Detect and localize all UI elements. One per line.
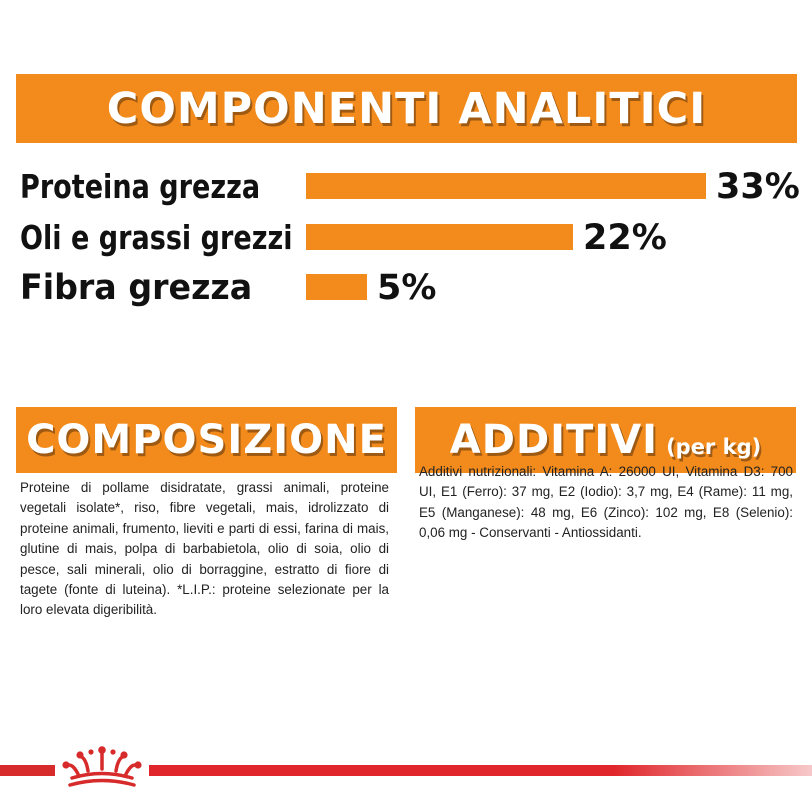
bar-fill: [306, 224, 573, 250]
additives-title: ADDITIVI: [449, 417, 659, 463]
footer-line-right: [149, 765, 812, 776]
composition-banner: [16, 407, 397, 473]
bar-label: Proteina grezza: [20, 167, 261, 206]
bar-row-fat: [0, 216, 812, 260]
crown-icon: [58, 738, 146, 792]
additives-subtitle: (per kg): [666, 435, 762, 459]
composition-text: Proteine di pollame disidratate, grassi animali, proteine vegetali isolate*, riso, fibre vegetali, mais, idrolizzato di proteine animali, frumento, lieviti e parti di essi, farina di mais, glutine di mais, polpa di barbabietola, olio di soia, olio di pesce, sali minerali, olio di borraggine, estratto di fiore di tagete (fonte di luteina). *L.I.P.: proteine selezionate per la loro elevata digeribilità.: [20, 480, 389, 618]
bar-row-fiber: [0, 266, 812, 310]
composition-title: COMPOSIZIONE: [26, 417, 387, 463]
bar-row-protein: [0, 165, 812, 209]
bar-value: 5%: [377, 268, 437, 308]
bar-label: Oli e grassi grezzi: [20, 218, 293, 257]
analytic-components-banner: [16, 74, 797, 143]
analytic-components-title: COMPONENTI ANALITICI: [106, 83, 707, 134]
footer-line-left: [0, 765, 55, 776]
bar-fill: [306, 274, 367, 300]
bar-fill: [306, 173, 706, 199]
bar-label: Fibra grezza: [20, 268, 253, 308]
additives-text: Additivi nutrizionali: Vitamina A: 26000 UI, Vitamina D3: 700 UI, E1 (Ferro): 37 mg, E2 (Iodio): 3,7 mg, E4 (Rame): 11 mg, E5 (Manganese): 48 mg, E6 (Zinco): 102 mg, E8 (Selenio): 0,06 mg - Conservanti - Antiossidanti.: [419, 464, 793, 541]
bar-value: 22%: [583, 218, 667, 258]
bar-value: 33%: [716, 167, 800, 207]
